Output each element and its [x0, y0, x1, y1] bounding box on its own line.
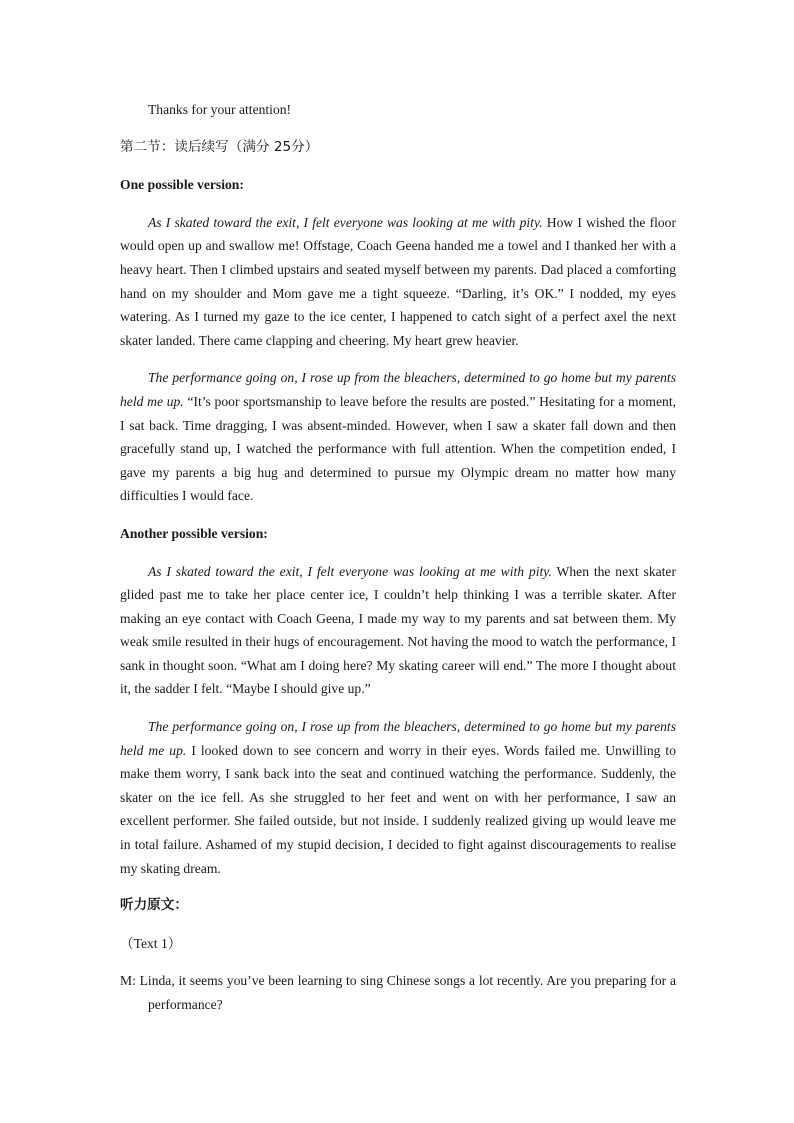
version2-paragraph-2 — [120, 715, 676, 880]
version2-paragraph-1 — [120, 560, 676, 702]
version1-heading: One possible version: — [120, 177, 244, 193]
thanks-line: Thanks for your attention! — [148, 102, 292, 117]
version1-paragraph-1 — [120, 211, 676, 353]
text1-label: （Text 1） — [120, 935, 182, 951]
version1-p1-lead: As I skated toward the exit, I felt everyone was looking at me with pity. — [148, 214, 543, 230]
listening-heading: 听力原文： — [120, 897, 188, 914]
version2-p1-lead: As I skated toward the exit, I felt everyone was looking at me with pity. — [148, 563, 552, 579]
version1-paragraph-2 — [120, 366, 676, 508]
section-heading: 第二节：读后续写（满分 25分） — [120, 138, 319, 155]
dialogue-line: M: Linda, it seems you’ve been learning to sing Chinese songs a lot recently. Are you preparing for a performance? — [120, 973, 676, 1012]
version1-p2-lead: The performance going on, I rose up from the bleachers, determined to go home but my parents held me up. — [120, 370, 676, 409]
version2-p2-lead: The performance going on, I rose up from the bleachers, determined to go home but my parents held me up. — [120, 719, 676, 758]
document-content — [120, 98, 676, 1017]
version2-heading: Another possible version: — [120, 525, 268, 541]
version2-p1-body: When the next skater glided past me to take her place center ice, I couldn’t help thinking I was a terrible skater. After making an eye contact with Coach Geena, I made my way to my parents and sat between them. My weak smile resulted in their hugs of encouragement. Not having the mood to watch the performance, I sank in thought soon. “What am I doing here? My skating career will end.” The more I thought about it, the sadder I felt. “Maybe I should give up.” — [120, 563, 676, 697]
version1-p2-body: “It’s poor sportsmanship to leave before the results are posted.” Hesitating for a moment, I sat back. Time dragging, I was absent-minded. However, when I saw a skater fall down and then gracefully stand up, I watched the performance with full attention. When the competition ended, I gave my parents a big hug and determined to pursue my Olympic dream no matter how many difficulties I would face. — [120, 393, 676, 504]
version2-p2-body: I looked down to see concern and worry in their eyes. Words failed me. Unwilling to make them worry, I sank back into the seat and continued watching the performance. Suddenly, the skater on the ice fell. As she struggled to her feet and went on with her performance, I saw an excellent performer. She failed outside, but not inside. I suddenly realized giving up would leave me in total failure. Ashamed of my stupid decision, I decided to fight against discouragements to realise my skating dream. — [120, 742, 677, 876]
version1-p1-body: How I wished the floor would open up and swallow me! Offstage, Coach Geena handed me a towel and I thanked her with a heavy heart. Then I climbed upstairs and seated myself between my parents. Dad placed a comforting hand on my shoulder and Mom gave me a tight squeeze. “Darling, it’s OK.” I nodded, my eyes watering. As I turned my gaze to the ice center, I happened to catch sight of a perfect axel the next skater landed. There came clapping and cheering. My heart grew heavier. — [120, 214, 676, 348]
